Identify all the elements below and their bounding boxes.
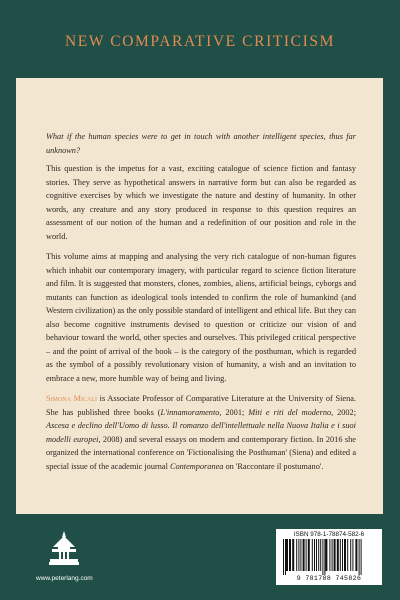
peter-lang-temple-logo-icon [49,530,79,570]
publisher-website: www.peterlang.com [36,575,93,582]
cover-header [0,0,400,80]
book-title: Miti e riti del moderno [248,407,332,417]
author-name: Simona Micali [46,394,97,403]
isbn-label: ISBN 978-1-78874-582-6 [293,531,365,538]
blurb-paragraph: This volume aims at mapping and analysing the very rich catalogue of non-human figures which inhabit our contemporary imagery, with particular regard to science fiction literature and film. It is suggested that monsters, clones, zombies, aliens, artificial beings, cyborgs and mutants can function as ideological tools intended to confirm the role of humankind (and Western civilization) as the only possible standard of intelligent and ethical life. But they can also become cognitive instruments devised to question or criticize our vision of and behaviour toward the world, other species and ourselves. This privileged critical perspective – and the point of arrival of the book – is the category of the posthuman, which is regarded as the symbol of a possibly revolutionary vision of humanity, a wish and an invitation to embrace a new, more humble way of being and living. [46,252,356,383]
book-title: L'innamoramento [160,407,220,417]
series-title: NEW COMPARATIVE CRITICISM [65,33,335,50]
isbn-barcode [276,529,382,585]
blurb-text [46,130,356,480]
journal-title: Contemporanea [169,461,224,471]
blurb-paragraph: This question is the impetus for a vast, exciting catalogue of science fiction and fantasy stories. They serve as hypothetical answers in narrative form but can also be regarded as cognitive exercises by which we investigate the nature and destiny of humanity. In other words, any creature and any story produced in response to this question requires an assessment of our notion of the human and a redefinition of our position and role in the world. [46,164,356,241]
barcode-digits: 9 781788 745826 [296,575,362,582]
opening-question: What if the human species were to get in touch with another intelligent species, thus far unknown? [46,132,356,155]
book-title: Ascesa e declino dell'Uomo di lusso. Il romanzo dell'intellettuale nella Nuova Italia e i suoi modelli europei [46,421,356,444]
barcode-bars [283,539,375,575]
author-bio: Simona Micali is Associate Professor of Comparative Literature at the University of Siena. She has published three books (L'innamoramento, 2001; Miti e riti del moderno, 2002; Ascesa e declino dell'Uomo di lusso. Il romanzo dell'intellettuale nella Nuova Italia e i suoi modelli europei, 2008) and several essays on modern and contemporary fiction. In 2016 she organized the international conference on 'Fictionalising the Posthuman' (Siena) and edited a special issue of the academic journal Contemporanea on 'Raccontare il postumano'. [46,394,357,471]
